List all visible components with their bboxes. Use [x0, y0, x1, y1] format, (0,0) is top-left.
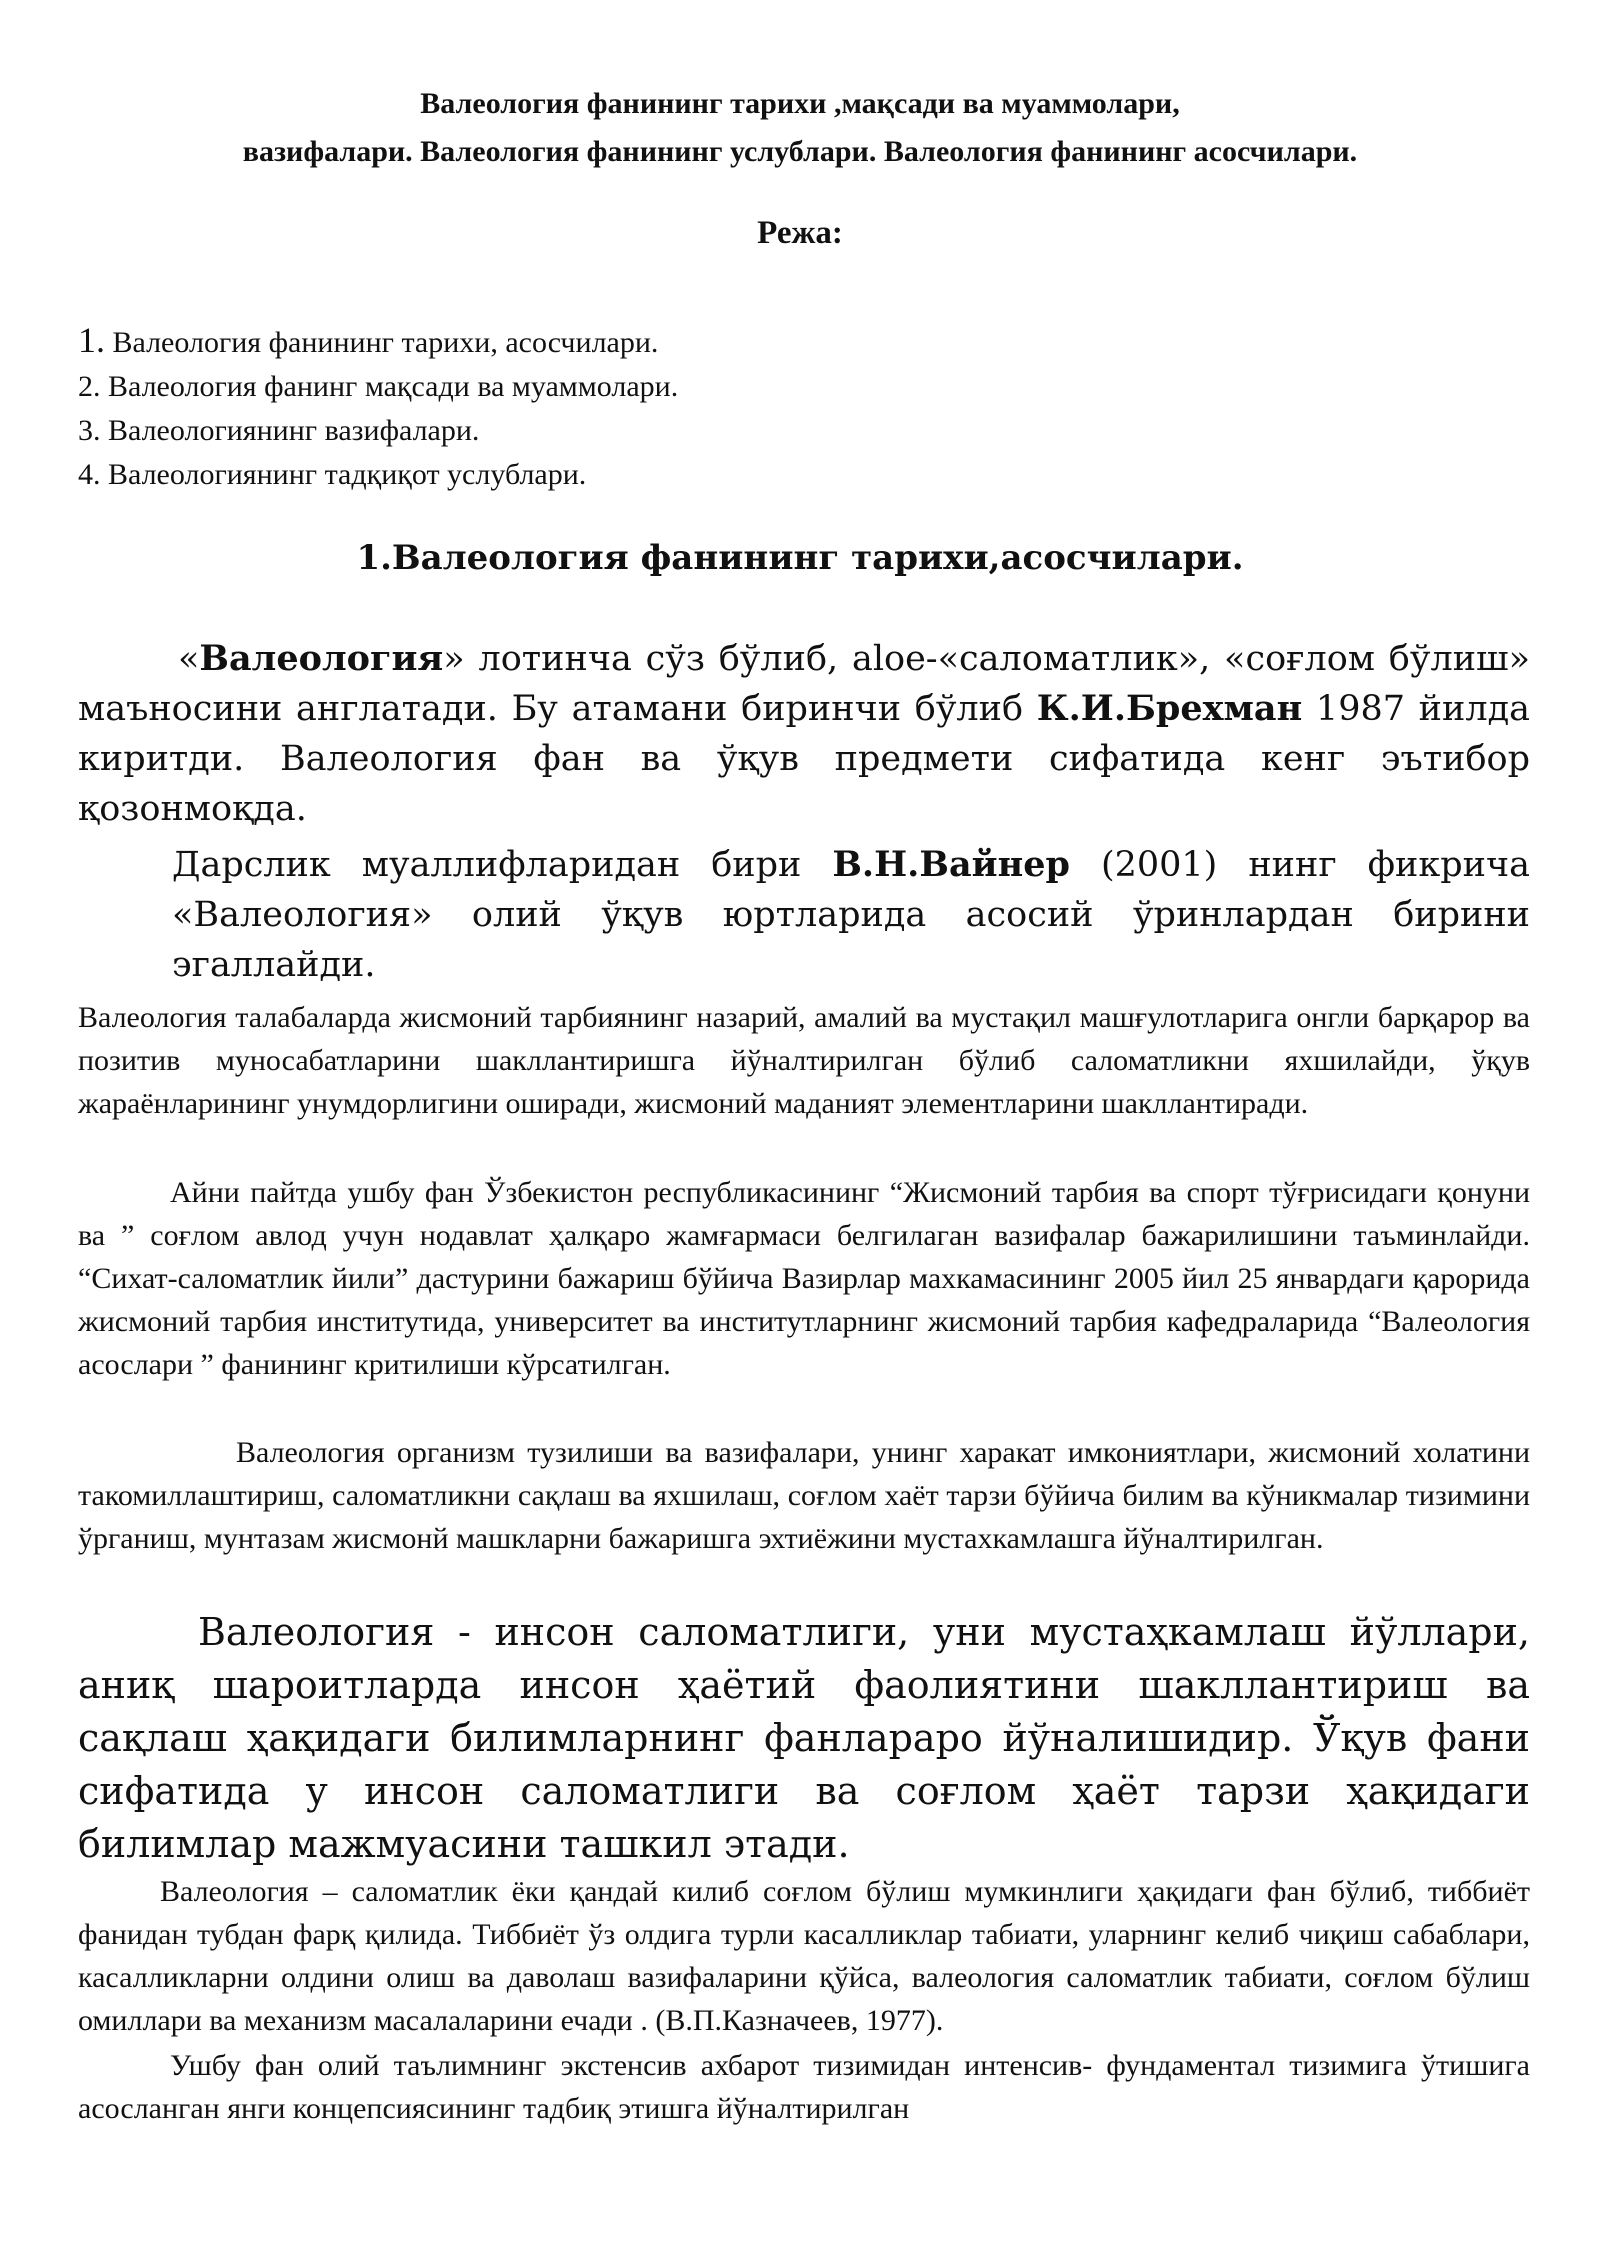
plan-heading: Режа:	[757, 215, 843, 251]
paragraph-1	[78, 634, 1530, 834]
paragraph-8: Ушбу фан олий таълимнинг экстенсив ахбарот тизимидан интенсив- фундаментал тизимига ўтишига асосланган янги концепсиясининг тадбиқ этишга йўналтирилган	[78, 2049, 1530, 2125]
paragraph-2-text-b: (2001) нинг фикрича «Валеология» олий ўқув юртларида асосий ўринлардан бирини эгаллайди.	[172, 845, 1530, 985]
paragraph-3: Валеология талабаларда жисмоний тарбиянинг назарий, амалий ва мустақил машғулотларига онгли барқарор ва позитив муносабатларини шакллантиришга йўналтирилган бўлиб саломатликни яхшилайди, ўқув жараёнларининг унумдорлигини оширади, жисмоний маданият элементларини шакллантиради.	[78, 1001, 1530, 1120]
paragraph-6: Валеология - инсон саломатлиги, уни мустаҳкамлаш йўллари, аниқ шароитларда инсон ҳаётий фаолиятини шакллантириш ва сақлаш ҳақидаги билимларнинг фанлараро йўналишидир. Ўқув фани сифатида у инсон саломатлиги ва соғлом ҳаёт тарзи ҳақидаги билимлар мажмуасини ташкил этади.	[78, 1610, 1530, 1866]
plan-item-number: 1.	[78, 320, 105, 360]
plan-item-number: 3.	[78, 414, 101, 447]
author-brekhman: К.И.Брехман	[1036, 688, 1303, 729]
plan-item-text: Валеология фанинг мақсади ва муаммолари.	[100, 370, 679, 403]
paragraph-4: Айни пайтда ушбу фан Ўзбекистон республикасининг “Жисмоний тарбия ва спорт тўғрисидаги қонуни ва ” соғлом авлод учун нодавлат ҳалқаро жамғармаси белгилаган вазифалар бажарилишини таъминлайди. “Сихат-саломатлик йили” дастурини бажариш бўйича Вазирлар махкамасининг 2005 йил 25 январдаги қарорида жисмоний тарбия институтида, университет ва институтларнинг жисмоний тарбия кафедраларида “Валеология асослари ” фанининг критилиши кўрсатилган.	[78, 1176, 1530, 1381]
plan-item-text: Валеологиянинг тадқиқот услублари.	[100, 458, 587, 491]
plan-item	[78, 365, 678, 409]
plan-item	[78, 318, 678, 365]
plan-item-text: Валеология фанининг тарихи, асосчилари.	[105, 326, 659, 359]
author-vainer: В.Н.Вайнер	[832, 844, 1070, 885]
plan-item-number: 2.	[78, 370, 101, 403]
section-heading: 1.Валеология фанининг тарихи,асосчилари.	[356, 538, 1244, 578]
plan-list	[78, 318, 678, 497]
paragraph-1-text-b: 1987 йилда киритди. Валеология фан ва ўқув предмети сифатида кенг эътибор қозонмоқда.	[78, 689, 1530, 829]
plan-item	[78, 409, 678, 453]
paragraph-7: Валеология – саломатлик ёки қандай килиб соғлом бўлиш мумкинлиги ҳақидаги фан бўлиб, тиббиёт фанидан тубдан фарқ қилида. Тиббиёт ўз олдига турли касалликлар табиати, уларнинг келиб чиқиш сабаблари, касалликларни олдини олиш ва даволаш вазифаларини қўйса, валеология саломатлик табиати, соғлом бўлиш омиллари ва механизм масалаларини ечади . (В.П.Казначеев, 1977).	[78, 1875, 1530, 2037]
plan-item-text: Валеологиянинг вазифалари.	[100, 414, 480, 447]
plan-item	[78, 453, 678, 497]
term-valeology: Валеология	[199, 638, 444, 679]
paragraph-5: Валеология организм тузилиши ва вазифалари, унинг харакат имкониятлари, жисмоний холатини такомиллаштириш, саломатликни сақлаш ва яхшилаш, соғлом хаёт тарзи бўйича билим ва кўникмалар тизимини ўрганиш, мунтазам жисмонй машкларни бажаришга эхтиёжини мустахкамлашга йўналтирилган.	[78, 1436, 1530, 1555]
title-line-1: Валеология фанининг тарихи ,мақсади ва муаммолари,	[420, 87, 1180, 120]
document-title	[80, 80, 1520, 176]
title-line-2: вазифалари. Валеология фанининг услублари. Валеология фанининг асосчилари.	[242, 135, 1358, 168]
paragraph-2	[172, 840, 1530, 990]
paragraph-1-text-a: » лотинча сўз бўлиб, aloe-«саломатлик», «соғлом бўлиш» маъносини англатади. Бу атамани биринчи бўлиб	[78, 639, 1530, 729]
plan-item-number: 4.	[78, 458, 101, 491]
quote-open: «	[178, 639, 200, 679]
paragraph-2-text-a: Дарслик муаллифларидан бири	[172, 845, 833, 885]
